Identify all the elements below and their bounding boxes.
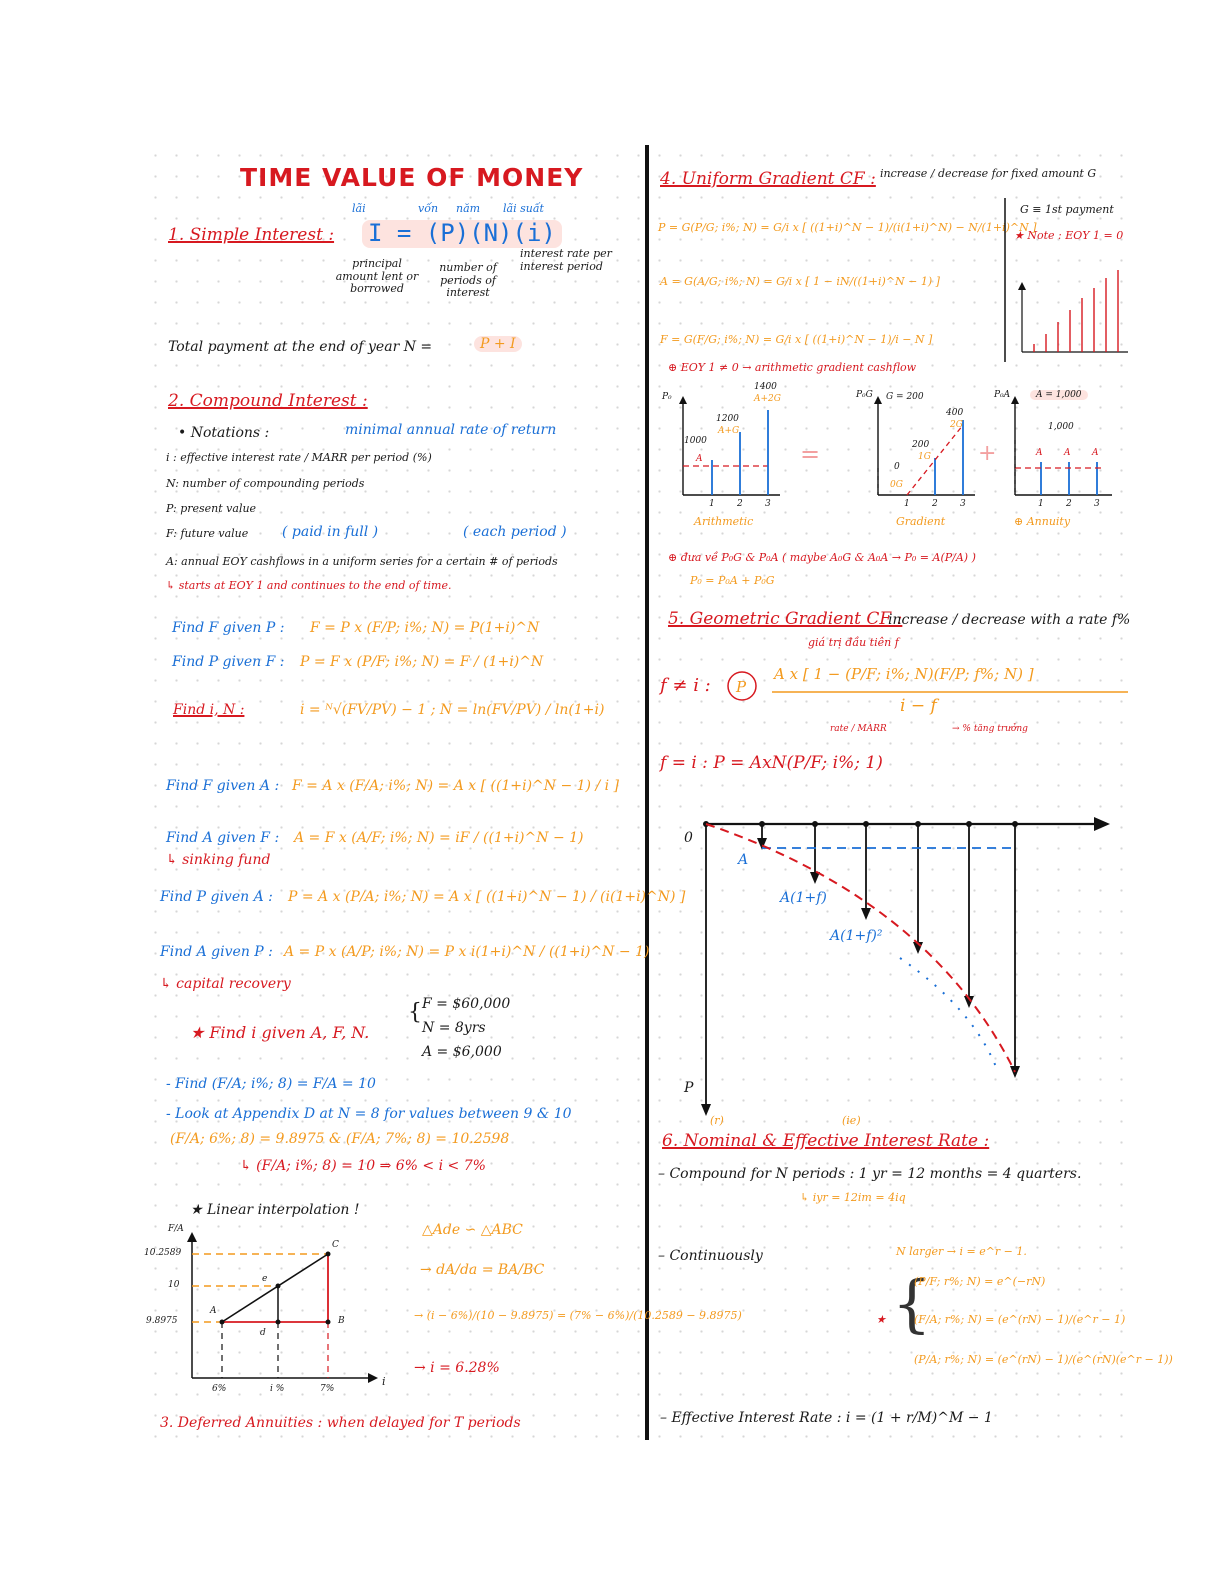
total-payment-label: Total payment at the end of year N = bbox=[168, 339, 433, 355]
find-F-given-P-label: Find F given P : bbox=[172, 620, 285, 636]
ratio-1: → dA/da = BA/BC bbox=[420, 1262, 545, 1278]
find-P-given-A-label: Find P given A : bbox=[160, 889, 273, 905]
find-P-given-A-formula: P = A x (P/A; i%; N) = A x [ ((1+i)^N − 1) / (i(1+i)^N) ] bbox=[288, 889, 686, 905]
step-appendix: - Look at Appendix D at N = 8 for values between 9 & 10 bbox=[166, 1106, 572, 1122]
compound-periods: – Compound for N periods : 1 yr = 12 months = 4 quarters. bbox=[658, 1166, 1082, 1182]
find-A-given-P-label: Find A given P : bbox=[160, 944, 273, 960]
eq-F-G: F = G(F/G; i%; N) = G/i x [ ((1+i)^N − 1)/i − N ] bbox=[660, 333, 933, 346]
continuously-label: – Continuously bbox=[658, 1248, 763, 1264]
axis-P0: P₀ bbox=[662, 392, 672, 402]
interp-result: → i = 6.28% bbox=[414, 1360, 500, 1376]
step-conclusion: ↳ (F/A; i%; 8) = 10 ⇒ 6% < i < 7% bbox=[240, 1158, 486, 1174]
graph-xlabel: i bbox=[382, 1375, 386, 1388]
def-A: A: annual EOY cashflows in a uniform series for a certain # of periods bbox=[166, 555, 558, 568]
linear-interp-label: ★ Linear interpolation ! bbox=[190, 1202, 360, 1218]
graph-ylabel: F/A bbox=[168, 1224, 184, 1234]
given-N: N = 8yrs bbox=[422, 1020, 486, 1036]
anno-rate: interest rate per interest period bbox=[520, 247, 612, 273]
section-3-cut: 3. Deferred Annuities : when delayed for T periods bbox=[160, 1415, 521, 1431]
geo-case-1: f ≠ i : bbox=[660, 675, 711, 696]
svg-text:=: = bbox=[800, 440, 821, 468]
n-larger-note: N larger → i = e^r − 1. bbox=[896, 1245, 1027, 1258]
anno-number: number of periods of interest bbox=[439, 261, 497, 300]
eq-A-G: A = G(A/G; i%; N) = G/i x [ 1 − iN/((1+i)^N − 1) ] bbox=[660, 275, 940, 288]
grad-x-2: 2 bbox=[932, 499, 938, 509]
ie-label: (ie) bbox=[842, 1114, 861, 1127]
arith-x-2: 2 bbox=[737, 499, 743, 509]
grad-val-3: 2G bbox=[950, 420, 963, 430]
def-P: P: present value bbox=[166, 502, 257, 515]
continuous-eq-2: (F/A; r%; N) = (e^(rN) − 1)/(e^r − 1) bbox=[914, 1313, 1126, 1326]
compound-periods-2: ↳ iyr = 12im = 4iq bbox=[800, 1191, 906, 1204]
def-F-paid: ( paid in full ) bbox=[282, 524, 379, 540]
annu-val: 1,000 bbox=[1048, 422, 1074, 432]
viet-label-von: vốn bbox=[418, 202, 439, 215]
annu-A-3: A bbox=[1092, 448, 1099, 458]
axis-PA: P₀A bbox=[994, 390, 1011, 400]
notations-label: • Notations : bbox=[178, 425, 270, 441]
page-title: TIME VALUE OF MONEY bbox=[240, 163, 584, 192]
arith-num-2: 1200 bbox=[716, 414, 739, 424]
step-find-FA: - Find (F/A; i%; 8) = F/A = 10 bbox=[166, 1076, 376, 1092]
g-note-1: G ≡ 1st payment bbox=[1020, 203, 1114, 216]
each-period-note: ( each period ) bbox=[463, 524, 567, 540]
effective-rate: – Effective Interest Rate : i = (1 + r/M)^M − 1 bbox=[660, 1410, 993, 1426]
total-payment-value: P + I bbox=[474, 336, 522, 352]
arith-num-1: 1000 bbox=[684, 436, 707, 446]
similar-triangles: △Ade ∽ △ABC bbox=[422, 1222, 523, 1238]
continuous-star: ★ bbox=[876, 1313, 886, 1326]
find-A-given-F-formula: A = F x (A/F; i%; N) = iF / ((1+i)^N − 1) bbox=[294, 830, 584, 846]
graph-x-tick-3: 7% bbox=[320, 1384, 335, 1394]
simple-interest-heading: 1. Simple Interest : bbox=[168, 225, 335, 245]
grad-val-2: 1G bbox=[918, 452, 931, 462]
find-F-given-A-formula: F = A x (F/A; i%; N) = A x [ ((1+i)^N − 1) / i ] bbox=[292, 778, 620, 794]
find-i-given-label: ★ Find i given A, F, N. bbox=[190, 1023, 370, 1042]
grad-val-1: 0G bbox=[890, 480, 903, 490]
uniform-gradient-desc: increase / decrease for fixed amount G bbox=[880, 167, 1097, 180]
grad-x-1: 1 bbox=[904, 499, 910, 509]
geo-denominator: i − f bbox=[900, 696, 937, 716]
ratio-2: → (i − 6%)/(10 − 9.8975) = (7% − 6%)/(10.2589 − 9.8975) bbox=[414, 1309, 742, 1322]
geo-label-A1: A(1+f) bbox=[780, 890, 827, 906]
nominal-effective-heading: 6. Nominal & Effective Interest Rate : bbox=[662, 1131, 990, 1151]
annu-x-3: 3 bbox=[1094, 499, 1100, 509]
eq-P-G: P = G(P/G; i%; N) = G/i x [ ((1+i)^N − 1)/(i(1+i)^N) − N/(1+i)^N ] bbox=[658, 221, 1037, 234]
simple-interest-formula: I = (P)(N)(i) bbox=[362, 220, 562, 248]
eoy-note: ⊕ EOY 1 ≠ 0 → arithmetic gradient cashflow bbox=[668, 361, 917, 374]
annu-A-1: A bbox=[1036, 448, 1043, 458]
annu-label: ⊕ Annuity bbox=[1014, 515, 1071, 528]
graph-y-tick-1: 10.2589 bbox=[144, 1248, 182, 1258]
svg-text:P: P bbox=[736, 678, 747, 696]
grad-num-2: 200 bbox=[912, 440, 930, 450]
def-i: i : effective interest rate / MARR per period (%) bbox=[166, 451, 432, 464]
grad-num-1: 0 bbox=[894, 462, 900, 472]
arith-x-3: 3 bbox=[765, 499, 771, 509]
graph-y-tick-2: 10 bbox=[168, 1280, 180, 1290]
uniform-gradient-heading: 4. Uniform Gradient CF : bbox=[660, 169, 876, 189]
graph-y-tick-3: 9.8975 bbox=[146, 1316, 178, 1326]
given-A: A = $6,000 bbox=[422, 1044, 502, 1060]
graph-x-tick-2: i % bbox=[270, 1384, 285, 1394]
geo-numerator: A x [ 1 − (P/F; i%; N)(F/P; f%; N) ] bbox=[774, 665, 1034, 683]
anno-principal: principal amount lent or borrowed bbox=[335, 257, 419, 296]
geometric-gradient-heading: 5. Geometric Gradient CF : bbox=[668, 609, 903, 629]
continuous-eq-1: (P/F; r%; N) = e^(−rN) bbox=[914, 1275, 1046, 1288]
brace: { bbox=[408, 1000, 422, 1025]
continuous-brace: { bbox=[892, 1267, 932, 1340]
arith-val-2: A+G bbox=[718, 426, 740, 436]
point-d: d bbox=[260, 1328, 266, 1338]
point-C: C bbox=[332, 1240, 339, 1250]
marr-note: minimal annual rate of return bbox=[345, 422, 557, 438]
svg-text:+: + bbox=[978, 441, 997, 466]
point-B: B bbox=[338, 1316, 345, 1326]
geo-tang-note: → % tăng trưởng bbox=[952, 724, 1028, 734]
geo-case-2: f = i : P = AxN(P/F; i%; 1) bbox=[660, 753, 883, 773]
point-A: A bbox=[210, 1306, 217, 1316]
geo-label-A2: A(1+f)² bbox=[830, 928, 883, 944]
viet-label-nam: năm bbox=[456, 202, 481, 215]
p0-sum: P₀ = P₀A + P₀G bbox=[690, 574, 775, 587]
find-F-given-P-formula: F = P x (F/P; i%; N) = P(1+i)^N bbox=[310, 620, 540, 636]
def-N: N: number of compounding periods bbox=[166, 477, 365, 490]
convert-note: ⊕ đưa về P₀G & P₀A ( maybe A₀G & A₀A → P₀ = A(P/A) ) bbox=[668, 551, 976, 564]
geometric-desc: increase / decrease with a rate f% bbox=[888, 612, 1131, 628]
arith-val-3: A+2G bbox=[754, 394, 781, 404]
compound-interest-heading: 2. Compound Interest : bbox=[168, 391, 368, 411]
find-P-given-F-label: Find P given F : bbox=[172, 654, 285, 670]
g-note-2: ★ Note : EOY 1 = 0 bbox=[1014, 229, 1124, 242]
find-P-given-F-formula: P = F x (P/F; i%; N) = F / (1+i)^N bbox=[300, 654, 544, 670]
find-A-given-P-formula: A = P x (A/P; i%; N) = P x i(1+i)^N / ((1+i)^N − 1) bbox=[284, 944, 650, 960]
annu-x-1: 1 bbox=[1038, 499, 1044, 509]
geo-note-top: giá trị đầu tiên f bbox=[808, 636, 899, 649]
grad-num-3: 400 bbox=[946, 408, 964, 418]
capital-recovery-note: ↳ capital recovery bbox=[160, 976, 291, 992]
annu-A-2: A bbox=[1064, 448, 1071, 458]
arith-val-1: A bbox=[696, 454, 703, 464]
grad-x-3: 3 bbox=[960, 499, 966, 509]
continuous-eq-3: (P/A; r%; N) = (e^(rN) − 1)/(e^(rN)(e^r − 1)) bbox=[914, 1353, 1173, 1366]
grad-label: Gradient bbox=[896, 515, 946, 528]
arith-label: Arithmetic bbox=[694, 515, 754, 528]
grad-G: G = 200 bbox=[886, 392, 924, 402]
arith-num-3: 1400 bbox=[754, 382, 777, 392]
geo-label-A: A bbox=[738, 852, 749, 868]
given-F: F = $60,000 bbox=[422, 996, 511, 1012]
point-e: e bbox=[262, 1274, 268, 1284]
sinking-fund-note: ↳ sinking fund bbox=[166, 852, 271, 868]
step-values: (F/A; 6%; 8) = 9.8975 & (F/A; 7%; 8) = 10.2598 bbox=[170, 1131, 510, 1147]
geo-label-0: 0 bbox=[684, 830, 693, 846]
viet-label-lai: lãi bbox=[352, 202, 366, 215]
graph-x-tick-1: 6% bbox=[212, 1384, 227, 1394]
find-i-N-label: Find i, N : bbox=[173, 702, 245, 718]
axis-PG: P₀G bbox=[856, 390, 873, 400]
arith-x-1: 1 bbox=[709, 499, 715, 509]
find-A-given-F-label: Find A given F : bbox=[166, 830, 280, 846]
r-label: (r) bbox=[710, 1114, 724, 1127]
annu-x-2: 2 bbox=[1066, 499, 1072, 509]
def-F: F: future value bbox=[166, 527, 249, 540]
geo-label-P: P bbox=[684, 1080, 694, 1096]
find-i-N-formula: i = ᴺ√(FV/PV) − 1 ; N = ln(FV/PV) / ln(1+i) bbox=[300, 702, 605, 718]
annu-A: A = 1,000 bbox=[1030, 390, 1088, 400]
def-A-note: ↳ starts at EOY 1 and continues to the end of time. bbox=[166, 579, 452, 592]
geo-rate-note: rate / MARR bbox=[830, 724, 887, 734]
viet-label-lai-suat: lãi suất bbox=[503, 202, 544, 215]
find-F-given-A-label: Find F given A : bbox=[166, 778, 280, 794]
